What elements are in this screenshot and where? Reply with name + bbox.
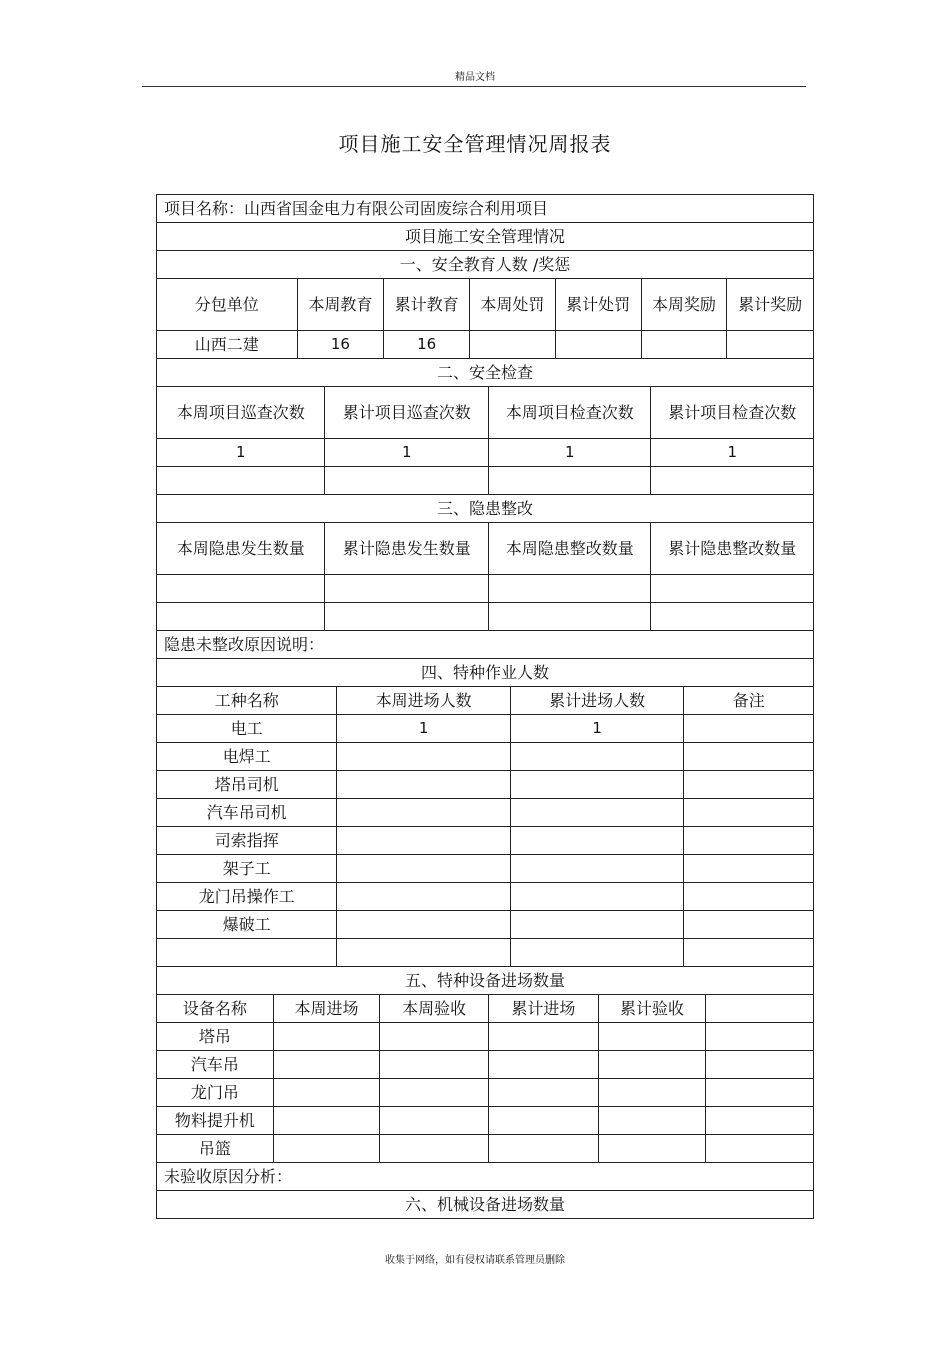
table-cell: 山西二建 bbox=[194, 335, 259, 354]
section-4-header-row bbox=[156, 686, 814, 714]
column-header: 本周项目检查次数 bbox=[488, 387, 651, 438]
table-cell: 龙门吊操作工 bbox=[198, 887, 295, 906]
table-cell bbox=[705, 1107, 813, 1134]
column-header: 累计项目检查次数 bbox=[650, 387, 813, 438]
table-cell: 1 bbox=[324, 439, 488, 466]
column-header: 工种名称 bbox=[214, 691, 279, 710]
table-row bbox=[156, 574, 814, 602]
section-3-header-row bbox=[156, 522, 814, 574]
table-cell: 电焊工 bbox=[222, 747, 271, 766]
table-row bbox=[156, 938, 814, 966]
column-header: 本周隐患发生数量 bbox=[176, 539, 305, 558]
table-row bbox=[156, 714, 814, 742]
section-title: 四、特种作业人数 bbox=[420, 663, 549, 682]
column-header: 累计进场 bbox=[488, 995, 598, 1022]
section-1-header-row bbox=[156, 278, 814, 330]
table-cell bbox=[324, 467, 488, 494]
table-row bbox=[156, 798, 814, 826]
table-row bbox=[156, 826, 814, 854]
column-header: 累计奖励 bbox=[726, 279, 813, 330]
table-cell bbox=[598, 1079, 706, 1106]
section-2-title-row bbox=[156, 358, 814, 386]
column-header: 本周进场人数 bbox=[336, 687, 509, 714]
table-cell bbox=[510, 911, 683, 938]
table-cell bbox=[157, 575, 324, 602]
section-5-header-row bbox=[156, 994, 814, 1022]
unaccepted-note-cell: 未验收原因分析： bbox=[164, 1167, 293, 1186]
table-cell bbox=[510, 883, 683, 910]
table-cell bbox=[683, 911, 813, 938]
table-cell bbox=[488, 1135, 598, 1162]
table-cell bbox=[650, 467, 813, 494]
table-cell bbox=[705, 1135, 813, 1162]
table-row bbox=[156, 1106, 814, 1134]
table-cell bbox=[683, 939, 813, 966]
table-row bbox=[156, 602, 814, 630]
table-cell bbox=[510, 799, 683, 826]
section-4-title-row bbox=[156, 658, 814, 686]
table-cell bbox=[324, 575, 488, 602]
table-row bbox=[156, 438, 814, 466]
table-cell: 龙门吊 bbox=[190, 1083, 239, 1102]
section-title: 二、安全检查 bbox=[436, 363, 533, 382]
table-cell bbox=[510, 827, 683, 854]
table-cell bbox=[510, 771, 683, 798]
table-row bbox=[156, 1078, 814, 1106]
table-cell: 塔吊 bbox=[198, 1027, 231, 1046]
table-cell bbox=[510, 939, 683, 966]
table-cell bbox=[705, 1051, 813, 1078]
table-cell bbox=[469, 331, 555, 358]
table-cell bbox=[598, 1023, 706, 1050]
table-cell bbox=[273, 1107, 380, 1134]
column-header: 本周隐患整改数量 bbox=[488, 523, 651, 574]
table-cell: 1 bbox=[235, 443, 246, 461]
table-cell bbox=[336, 771, 509, 798]
column-header: 累计教育 bbox=[383, 279, 469, 330]
table-cell bbox=[683, 799, 813, 826]
table-row bbox=[156, 1050, 814, 1078]
table-cell: 爆破工 bbox=[222, 915, 271, 934]
table-cell: 1 bbox=[510, 715, 683, 742]
column-header: 累计隐患整改数量 bbox=[650, 523, 813, 574]
table-cell bbox=[683, 827, 813, 854]
table-cell bbox=[488, 603, 651, 630]
project-name-row bbox=[156, 194, 814, 222]
table-row bbox=[156, 330, 814, 358]
table-cell bbox=[598, 1051, 706, 1078]
column-header: 累计处罚 bbox=[555, 279, 641, 330]
table-cell bbox=[273, 1135, 380, 1162]
table-cell bbox=[683, 883, 813, 910]
table-cell bbox=[683, 715, 813, 742]
column-header: 分包单位 bbox=[194, 295, 259, 314]
table-cell: 1 bbox=[488, 439, 651, 466]
table-cell bbox=[157, 603, 324, 630]
table-cell bbox=[379, 1107, 488, 1134]
table-cell: 吊篮 bbox=[198, 1139, 231, 1158]
table-cell: 16 bbox=[297, 331, 384, 358]
table-cell bbox=[641, 331, 727, 358]
table-cell bbox=[336, 855, 509, 882]
table-title-cell: 项目施工安全管理情况 bbox=[404, 227, 565, 246]
column-header: 本周教育 bbox=[297, 279, 384, 330]
table-cell bbox=[336, 911, 509, 938]
table-cell bbox=[379, 1051, 488, 1078]
section-5-note-row bbox=[156, 1162, 814, 1190]
table-title-row bbox=[156, 222, 814, 250]
table-cell bbox=[273, 1079, 380, 1106]
table-cell bbox=[336, 883, 509, 910]
column-header bbox=[705, 995, 813, 1022]
column-header: 累计项目巡查次数 bbox=[324, 387, 488, 438]
table-cell bbox=[379, 1023, 488, 1050]
column-header: 累计进场人数 bbox=[510, 687, 683, 714]
table-cell bbox=[598, 1135, 706, 1162]
section-title: 六、机械设备进场数量 bbox=[404, 1195, 565, 1214]
table-cell bbox=[650, 603, 813, 630]
table-cell bbox=[555, 331, 641, 358]
table-cell: 汽车吊 bbox=[190, 1055, 239, 1074]
table-cell bbox=[336, 743, 509, 770]
table-cell bbox=[488, 1023, 598, 1050]
column-header: 本周验收 bbox=[379, 995, 488, 1022]
table-cell: 1 bbox=[336, 715, 509, 742]
table-cell: 1 bbox=[650, 439, 813, 466]
table-cell bbox=[510, 855, 683, 882]
table-cell bbox=[683, 771, 813, 798]
table-cell bbox=[157, 939, 336, 966]
page-header-text: 精品文档 bbox=[455, 72, 495, 83]
section-1-title-row bbox=[156, 250, 814, 278]
table-cell: 架子工 bbox=[222, 859, 271, 878]
column-header: 累计隐患发生数量 bbox=[324, 523, 488, 574]
section-2-header-row bbox=[156, 386, 814, 438]
table-cell bbox=[650, 575, 813, 602]
table-cell bbox=[273, 1023, 380, 1050]
table-cell bbox=[683, 743, 813, 770]
table-row bbox=[156, 466, 814, 494]
column-header: 累计验收 bbox=[598, 995, 706, 1022]
header-divider bbox=[142, 86, 806, 87]
column-header: 本周奖励 bbox=[641, 279, 727, 330]
table-row bbox=[156, 770, 814, 798]
table-cell bbox=[488, 467, 651, 494]
table-cell bbox=[598, 1107, 706, 1134]
table-row bbox=[156, 854, 814, 882]
table-cell bbox=[379, 1079, 488, 1106]
table-cell bbox=[324, 603, 488, 630]
column-header: 本周处罚 bbox=[469, 279, 555, 330]
table-row bbox=[156, 1022, 814, 1050]
section-title: 一、安全教育人数 /奖惩 bbox=[399, 255, 571, 274]
column-header: 设备名称 bbox=[182, 999, 247, 1018]
section-3-note-row bbox=[156, 630, 814, 658]
table-cell: 电工 bbox=[230, 719, 263, 738]
table-cell bbox=[336, 799, 509, 826]
section-6-title-row bbox=[156, 1190, 814, 1219]
table-cell bbox=[379, 1135, 488, 1162]
table-row bbox=[156, 742, 814, 770]
table-cell bbox=[273, 1051, 380, 1078]
table-row bbox=[156, 910, 814, 938]
project-name-cell: 项目名称：山西省国金电力有限公司固废综合利用项目 bbox=[164, 199, 549, 218]
section-3-title-row bbox=[156, 494, 814, 522]
column-header: 本周进场 bbox=[273, 995, 380, 1022]
table-cell bbox=[510, 743, 683, 770]
section-title: 三、隐患整改 bbox=[436, 499, 533, 518]
table-cell bbox=[488, 1079, 598, 1106]
table-cell: 16 bbox=[383, 331, 469, 358]
table-cell bbox=[683, 855, 813, 882]
table-cell bbox=[157, 467, 324, 494]
section-title: 五、特种设备进场数量 bbox=[404, 971, 565, 990]
page-footer-text: 收集于网络，如有侵权请联系管理员删除 bbox=[385, 1255, 565, 1266]
table-cell: 物料提升机 bbox=[174, 1111, 255, 1130]
column-header: 本周项目巡查次数 bbox=[176, 403, 305, 422]
hazard-note-cell: 隐患未整改原因说明： bbox=[164, 635, 325, 654]
table-cell: 司索指挥 bbox=[214, 831, 279, 850]
table-cell bbox=[336, 939, 509, 966]
table-cell bbox=[488, 1107, 598, 1134]
document-title: 项目施工安全管理情况周报表 bbox=[338, 132, 612, 156]
table-cell bbox=[726, 331, 813, 358]
table-cell: 汽车吊司机 bbox=[206, 803, 287, 822]
table-row bbox=[156, 1134, 814, 1162]
section-5-title-row bbox=[156, 966, 814, 994]
column-header: 备注 bbox=[683, 687, 813, 714]
table-cell bbox=[336, 827, 509, 854]
table-cell bbox=[488, 575, 651, 602]
table-cell: 塔吊司机 bbox=[214, 775, 279, 794]
table-row bbox=[156, 882, 814, 910]
table-cell bbox=[488, 1051, 598, 1078]
table-cell bbox=[705, 1079, 813, 1106]
table-cell bbox=[705, 1023, 813, 1050]
